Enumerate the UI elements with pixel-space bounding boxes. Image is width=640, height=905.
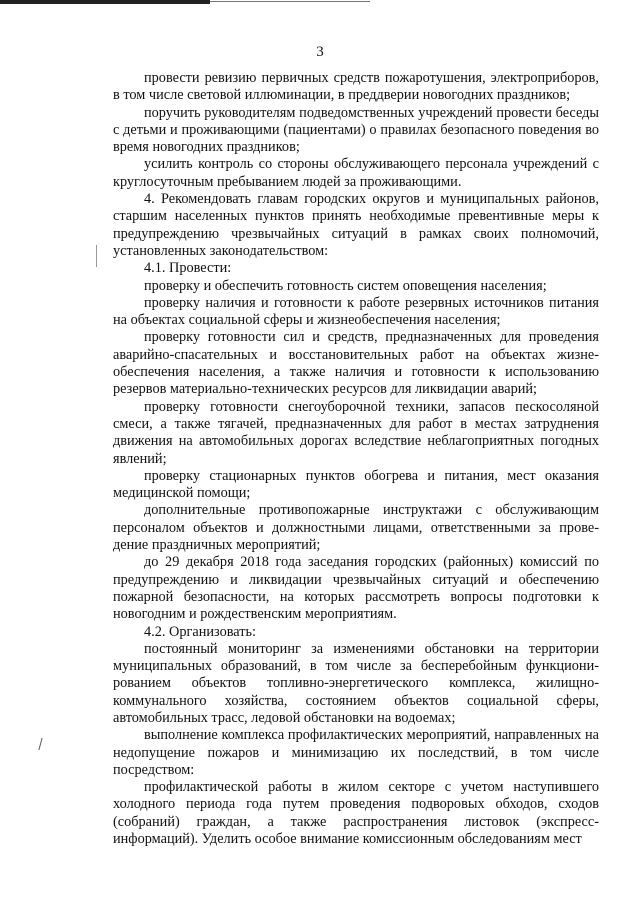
paragraph: проверку и обеспечить готовность систем оповещения населения; bbox=[144, 277, 547, 294]
paragraph: усилить контроль со стороны обслуживающего персонала учреждений с круглосуточным пребыванием людей за проживающими. bbox=[113, 156, 599, 190]
header-rule bbox=[0, 0, 210, 4]
margin-mark bbox=[38, 738, 45, 750]
paragraph: дополнительные противопожарные инструктажи с обслуживающим персоналом объектов и должностными лицами, ответственными за прове-дение праздничных мероприятий; bbox=[113, 502, 599, 554]
paragraph: выполнение комплекса профилактических мероприятий, направленных на недопущение пожаров и минимизацию их последствий, в том числе посредством: bbox=[113, 727, 599, 778]
paragraph: постоянный мониторинг за изменениями обстановки на территории муниципальных образований, в том числе за бесперебойным функциони-рованием объектов топливно-энергетического комплекса, жилищно-коммунального хозяйства, состоянием объектов социальной сферы, автомобильных трасс, ледовой обстановки на водоемах; bbox=[113, 640, 599, 726]
paragraph: профилактической работы в жилом секторе с учетом наступившего холодного периода года путем проведения подворовых обходов, сходов (собраний) граждан, а также распространения листовок (экспресс-информаций). Уделить особое внимание комиссионным обследованиям мест bbox=[113, 779, 599, 848]
header-rule-thin bbox=[210, 1, 370, 2]
section-heading-4-2: 4.2. Организовать: bbox=[144, 623, 256, 640]
paragraph: 4. Рекомендовать главам городских округов и муниципальных районов, старшим населенных пунктов принять необходимые превентивные меры к предупреждению чрезвычайных ситуаций в рамках своих полномочий, установленных законодательством: bbox=[113, 191, 599, 259]
paragraph: проверку наличия и готовности к работе резервных источников питания на объектах социальной сферы и жизнеобеспечения населения; bbox=[113, 294, 599, 329]
document-body bbox=[113, 70, 599, 848]
paragraph: до 29 декабря 2018 года заседания городских (районных) комиссий по предупреждению и ликвидации чрезвычайных ситуаций и обеспечению пожарной безопасности, на которых рассмотреть вопросы подготовки к новогодним и рождественским мероприятиям. bbox=[113, 554, 599, 623]
margin-mark bbox=[96, 245, 97, 267]
paragraph: поручить руководителям подведомственных учреждений провести беседы с детьми и проживающими (пациентами) о правилах безопасного поведения во время новогодних праздников; bbox=[113, 104, 599, 156]
paragraph: проверку готовности снегоуборочной техники, запасов пескосоляной смеси, а также тягачей, предназначенных для работ в местах затруднения движения на автомобильных дорогах вследствие неблагоприятных погодных явлений; bbox=[113, 398, 599, 467]
section-heading-4-1: 4.1. Провести: bbox=[144, 260, 232, 277]
paragraph: провести ревизию первичных средств пожаротушения, электроприборов, в том числе световой иллюминации, в преддверии новогодних праздников; bbox=[113, 70, 599, 104]
paragraph: проверку готовности сил и средств, предназначенных для проведения аварийно-спасательных и восстановительных работ на объектах жизне-обеспечения населения, а также наличия и готовности к использованию резервов материально-технических ресурсов для ликвидации аварий; bbox=[113, 329, 599, 398]
page-number: 3 bbox=[316, 44, 324, 60]
paragraph: проверку стационарных пунктов обогрева и питания, мест оказания медицинской помощи; bbox=[113, 467, 599, 502]
